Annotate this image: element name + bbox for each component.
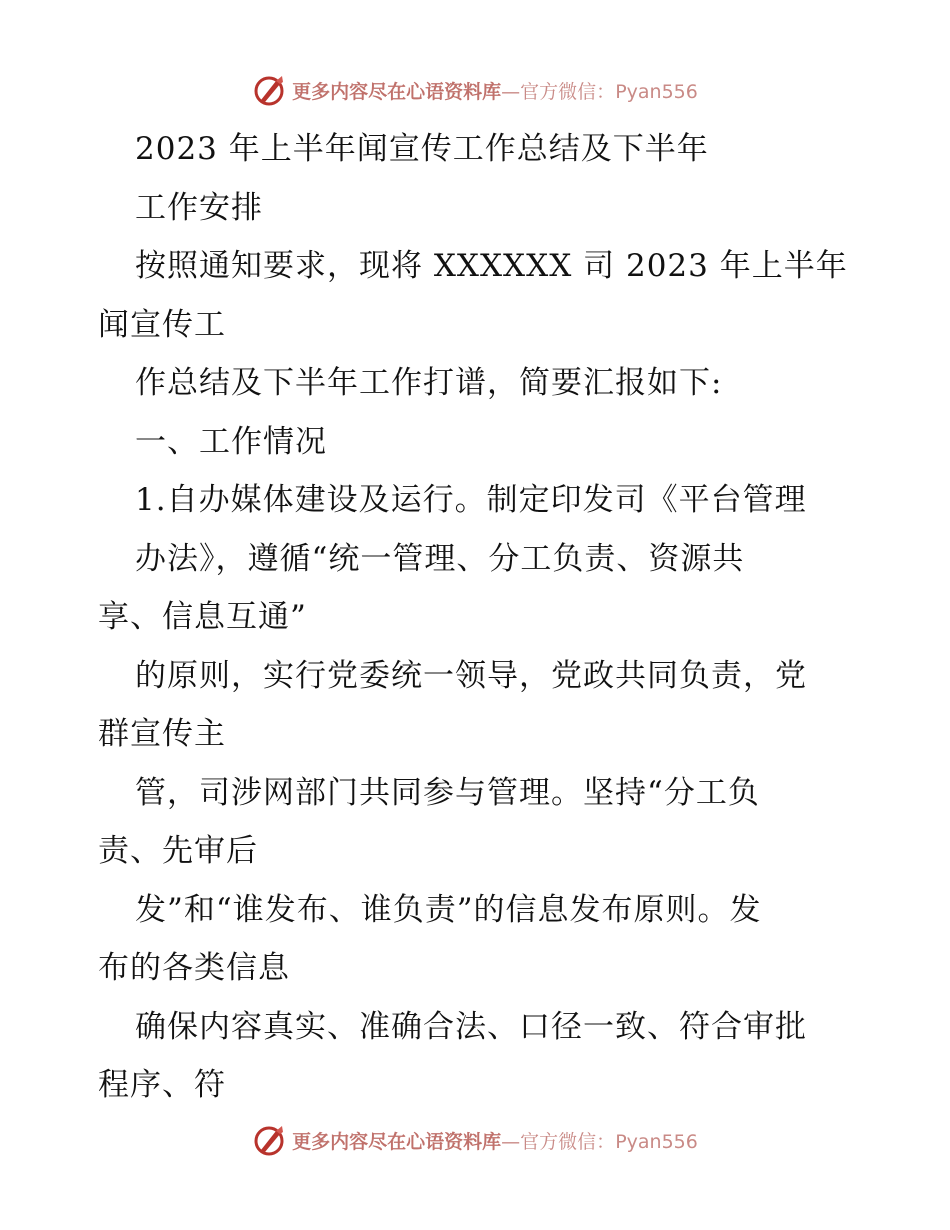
watermark-wechat-id: Pyan556 [615, 1130, 698, 1153]
doc-title-line-2: 工作安排 [135, 189, 263, 226]
watermark-separator: — [501, 80, 521, 103]
doc-line: 程序、符 [98, 1067, 226, 1103]
doc-line: 办法》，遵循“统一管理、分工负责、资源共 [135, 540, 745, 577]
quill-pen-logo-icon [252, 1123, 286, 1157]
doc-line: 管，司涉网部门共同参与管理。坚持“分工负 [135, 774, 760, 811]
doc-line: 按照通知要求，现将 XXXXXX 司 2023 年上半年 [135, 248, 848, 284]
watermark-footer-text [292, 1127, 698, 1154]
doc-line: 群宣传主 [98, 716, 226, 752]
document-body [98, 120, 858, 1115]
doc-line: 1.自办媒体建设及运行。制定印发司《平台管理 [135, 482, 807, 518]
doc-line: 的原则，实行党委统一领导，党政共同负责，党 [135, 657, 807, 694]
doc-line: 布的各类信息 [98, 950, 290, 986]
watermark-wechat-label: 官方微信： [520, 80, 616, 103]
watermark-footer-inner [252, 1123, 698, 1157]
doc-line: 确保内容真实、准确合法、口径一致、符合审批 [135, 1008, 807, 1045]
doc-line: 享、信息互通” [98, 599, 307, 635]
quill-pen-logo-icon [252, 73, 286, 107]
watermark-site-name: 更多内容尽在心语资料库 [292, 1130, 502, 1153]
watermark-wechat-id: Pyan556 [615, 80, 698, 103]
watermark-header-text [292, 77, 698, 104]
doc-line: 发”和“谁发布、谁负责”的信息发布原则。发 [135, 891, 762, 928]
section-heading: 一、工作情况 [135, 423, 327, 460]
doc-title-line-1: 2023 年上半年闻宣传工作总结及下半年 [135, 131, 709, 167]
watermark-header-inner [252, 73, 698, 107]
doc-line: 闻宣传工 [98, 306, 226, 343]
watermark-site-name: 更多内容尽在心语资料库 [292, 80, 502, 103]
watermark-separator: — [501, 1130, 521, 1153]
watermark-header [0, 70, 950, 110]
doc-line: 责、先审后 [98, 833, 258, 869]
doc-line: 作总结及下半年工作打谱，简要汇报如下: [135, 365, 723, 401]
watermark-wechat-label: 官方微信： [520, 1130, 616, 1153]
watermark-footer [0, 1120, 950, 1160]
